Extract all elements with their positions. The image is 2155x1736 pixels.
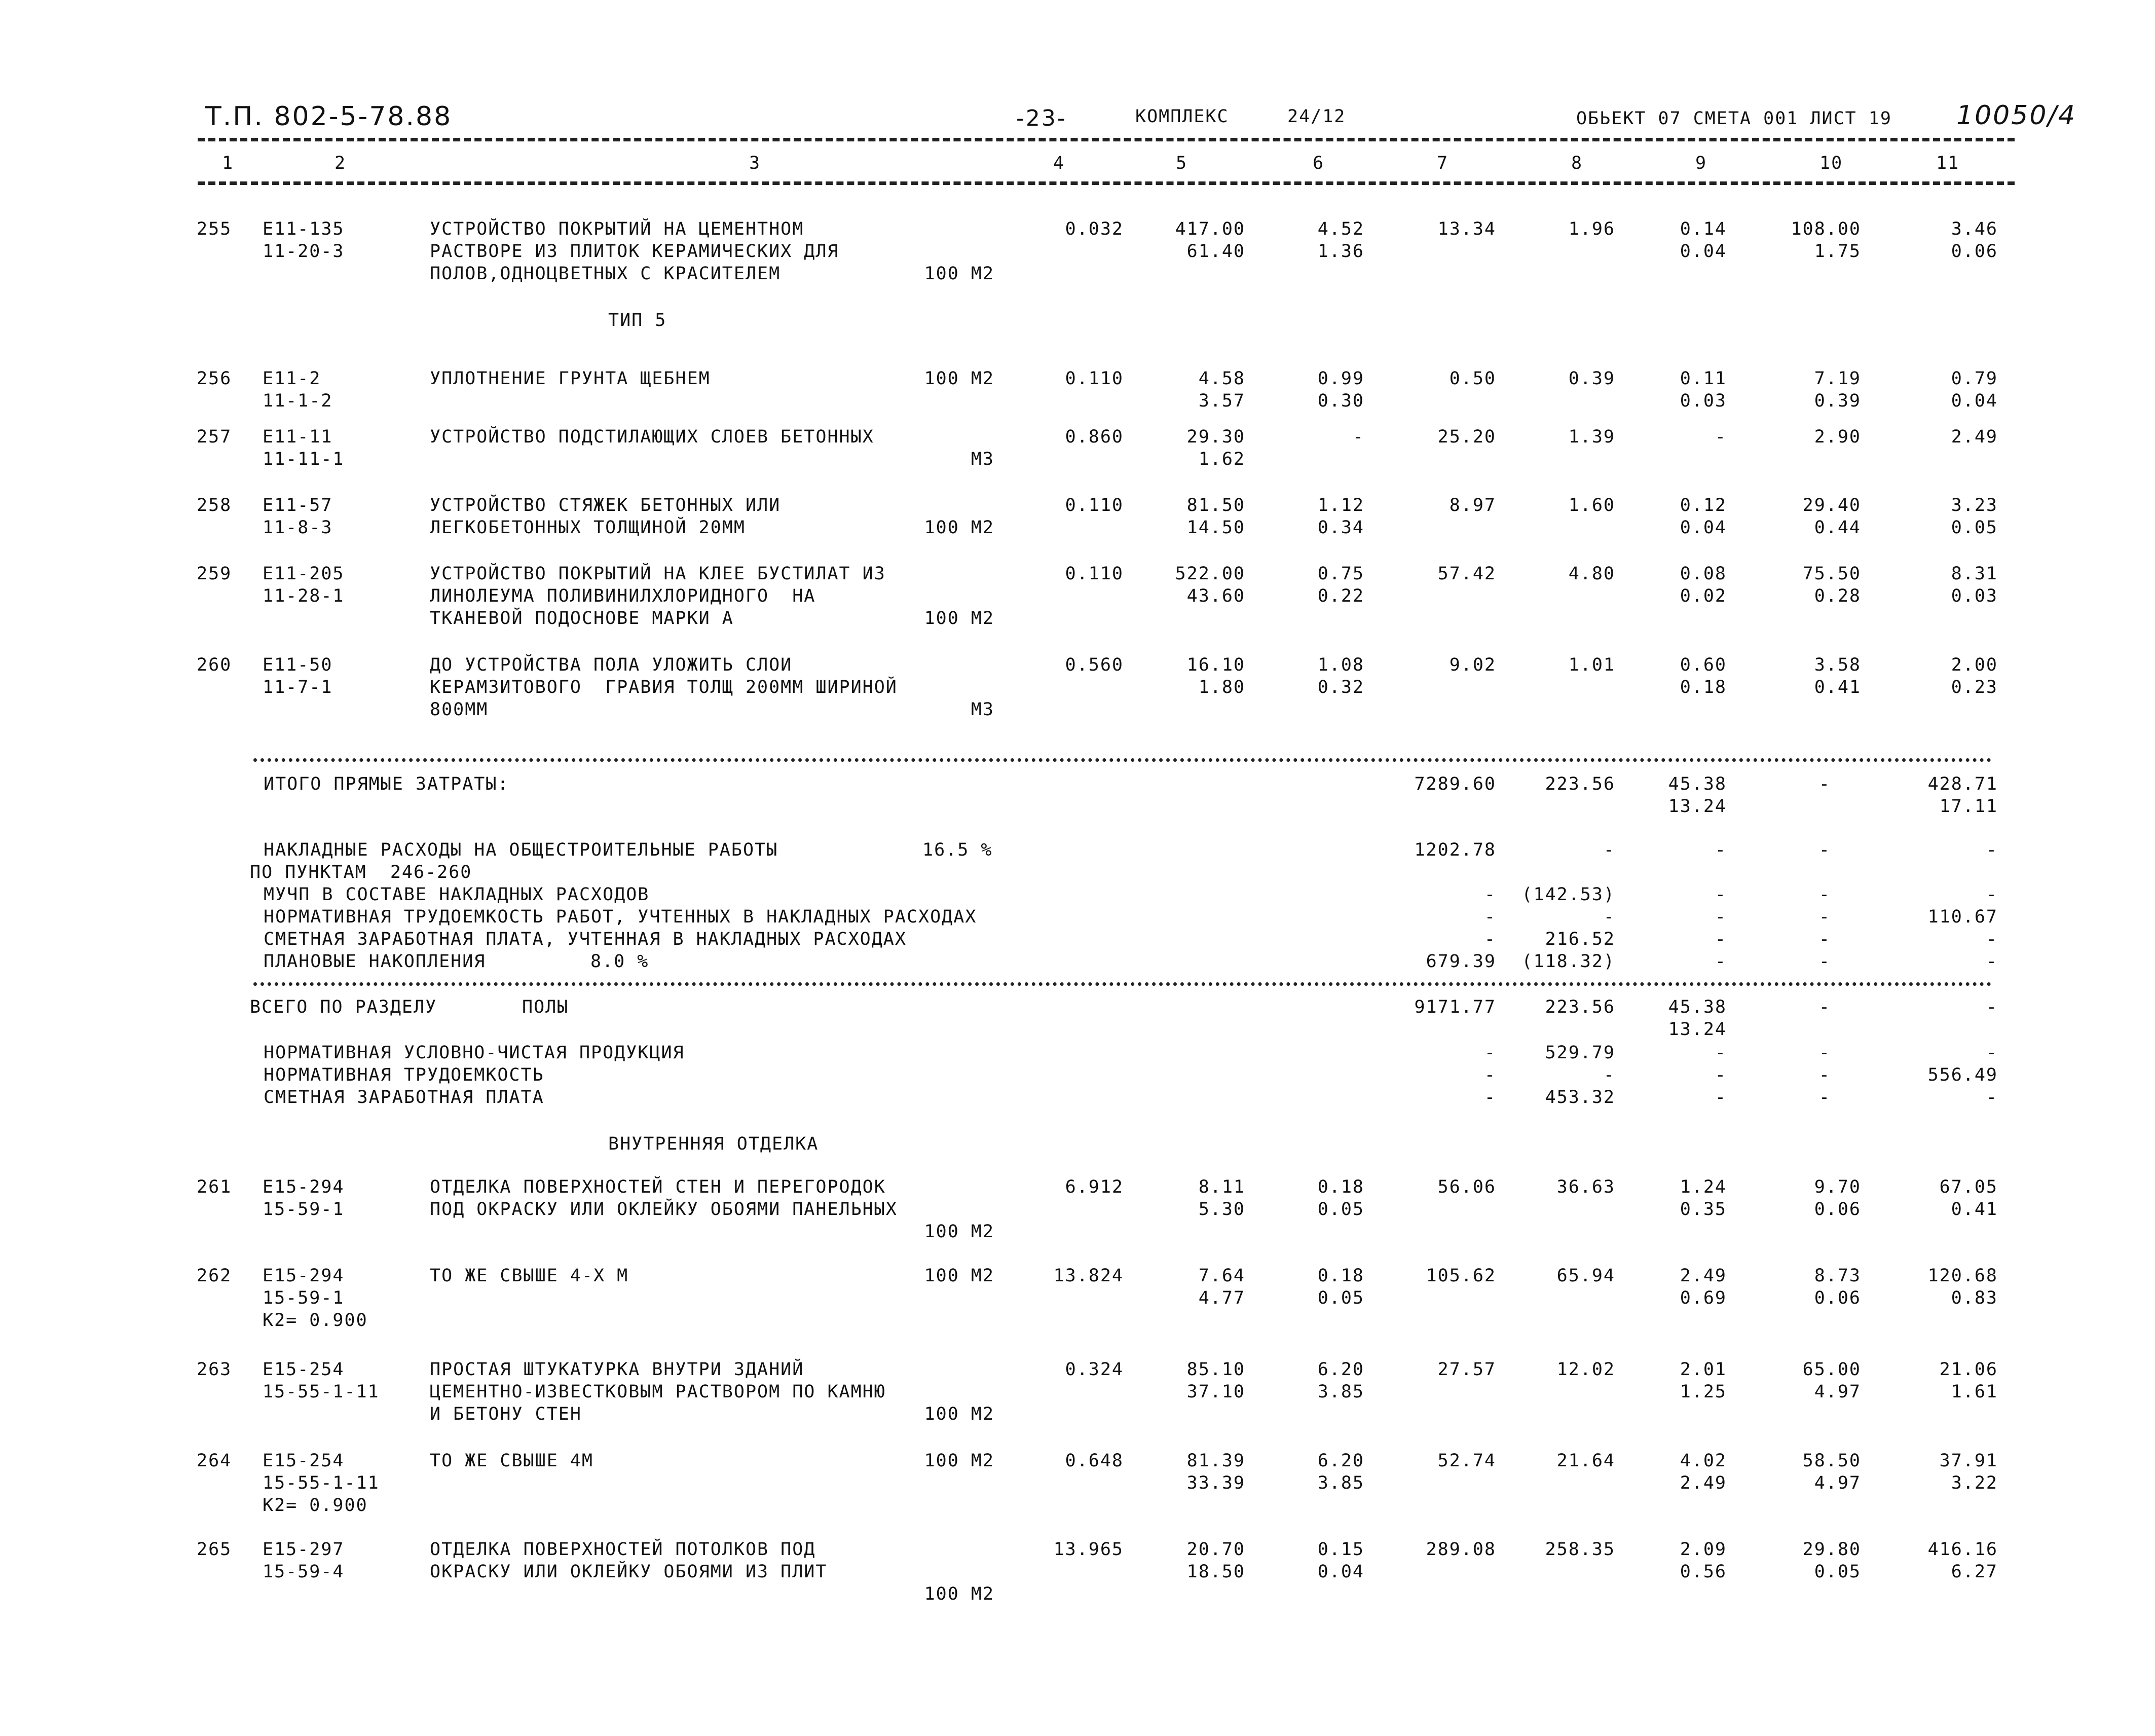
row-labor-unit-machine: 0.06 (1814, 1288, 1861, 1308)
row-number: 264 (197, 1451, 232, 1471)
row-wage-total: 0.39 (1568, 368, 1615, 389)
mchp-c10: - (1818, 884, 1831, 905)
row-unit: 100 М2 (924, 368, 994, 389)
overhead-c8: - (1603, 840, 1615, 860)
szp-c8: 453.32 (1545, 1087, 1615, 1107)
labor_norm-c10: - (1818, 907, 1831, 927)
row-machine-cost: 1.12 (1317, 495, 1364, 515)
section-c8: 223.56 (1545, 997, 1615, 1017)
nucp-c9: - (1715, 1043, 1727, 1063)
overhead-c7: 1202.78 (1414, 840, 1496, 860)
row-code: Е11-57 (263, 495, 333, 515)
row-unit-price-wage: 37.10 (1186, 1382, 1245, 1402)
row-coefficient: К2= 0.900 (263, 1310, 368, 1331)
szp-label: СМЕТНАЯ ЗАРАБОТНАЯ ПЛАТА (264, 1087, 544, 1107)
row-labor: 2.49 (1680, 1266, 1727, 1286)
row-coefficient: К2= 0.900 (263, 1495, 368, 1516)
row-labor-total: 67.05 (1939, 1177, 1998, 1197)
plan-pct: 8.0 % (590, 951, 649, 972)
plan-c10: - (1818, 951, 1831, 972)
totals-rule-2 (253, 982, 1992, 986)
section-total-name: ПОЛЫ (522, 997, 569, 1017)
row-unit-price: 4.58 (1198, 368, 1245, 389)
row-unit-price-wage: 5.30 (1198, 1199, 1245, 1220)
row-subcode: 15-59-1 (263, 1288, 345, 1308)
col-header-7: 7 (1437, 153, 1449, 173)
totals-rule-1 (253, 758, 1992, 762)
row-quantity: 0.110 (1065, 495, 1124, 515)
nucp-c11: - (1986, 1043, 1998, 1063)
labor-norm-label: НОРМАТИВНАЯ ТРУДОЕМКОСТЬ РАБОТ, УЧТЕННЫХ В НАКЛАДНЫХ РАСХОДАХ (264, 907, 977, 927)
row-labor-machine: 0.56 (1680, 1562, 1727, 1582)
row-labor-machine: 0.18 (1680, 677, 1727, 697)
row-total-cost: 27.57 (1437, 1359, 1496, 1380)
row-description-line: И БЕТОНУ СТЕН (430, 1404, 582, 1424)
row-labor-machine: 0.04 (1680, 241, 1727, 262)
row-total-cost: 0.50 (1449, 368, 1496, 389)
row-labor-machine: 0.03 (1680, 391, 1727, 411)
row-number: 257 (197, 427, 232, 447)
row-total-cost: 52.74 (1437, 1451, 1496, 1471)
mchp-label: МУЧП В СОСТАВЕ НАКЛАДНЫХ РАСХОДОВ (264, 884, 650, 905)
row-labor-unit: 7.19 (1814, 368, 1861, 389)
row-total-cost: 9.02 (1449, 655, 1496, 675)
row-labor: 0.11 (1680, 368, 1727, 389)
row-subcode: 11-28-1 (263, 586, 345, 606)
row-labor-total-machine: 0.04 (1951, 391, 1998, 411)
row-unit: М3 (971, 449, 994, 469)
labor_norm-c11: 110.67 (1927, 907, 1998, 927)
row-labor: 0.08 (1680, 564, 1727, 584)
col-header-6: 6 (1313, 153, 1325, 173)
row-labor-unit-machine: 0.05 (1814, 1562, 1861, 1582)
col-header-11: 11 (1936, 153, 1960, 173)
col-header-10: 10 (1819, 153, 1843, 173)
row-description-line: ДО УСТРОЙСТВА ПОЛА УЛОЖИТЬ СЛОИ (430, 655, 793, 675)
row-description-line: ТО ЖЕ СВЫШЕ 4М (430, 1451, 594, 1471)
row-number: 255 (197, 219, 232, 239)
row-number: 263 (197, 1359, 232, 1380)
nt-c7: - (1484, 1065, 1496, 1085)
row-labor-machine: 0.69 (1680, 1288, 1727, 1308)
row-description-line: ТКАНЕВОЙ ПОДОСНОВЕ МАРКИ А (430, 608, 734, 629)
row-code: Е15-254 (263, 1359, 345, 1380)
row-description-line: 800ММ (430, 699, 489, 720)
row-labor: 4.02 (1680, 1451, 1727, 1471)
row-machine-cost: 1.08 (1317, 655, 1364, 675)
doc-reference: Т.П. 802-5-78.88 (205, 101, 453, 132)
row-quantity: 0.110 (1065, 368, 1124, 389)
row-unit: 100 М2 (924, 1222, 994, 1242)
row-labor-total: 3.46 (1951, 219, 1998, 239)
row-machine-cost: 0.99 (1317, 368, 1364, 389)
row-labor-unit-machine: 4.97 (1814, 1382, 1861, 1402)
row-labor: 2.09 (1680, 1539, 1727, 1560)
row-labor-unit-machine: 0.39 (1814, 391, 1861, 411)
row-total-cost: 25.20 (1437, 427, 1496, 447)
row-labor: 1.24 (1680, 1177, 1727, 1197)
row-labor-unit: 9.70 (1814, 1177, 1861, 1197)
row-unit-price: 81.39 (1186, 1451, 1245, 1471)
row-machine-wage: 0.05 (1317, 1199, 1364, 1220)
row-unit-price: 522.00 (1175, 564, 1245, 584)
row-quantity: 0.560 (1065, 655, 1124, 675)
mchp-c8: (142.53) (1521, 884, 1615, 905)
row-machine-wage: 0.22 (1317, 586, 1364, 606)
row-total-cost: 56.06 (1437, 1177, 1496, 1197)
mchp-c9: - (1715, 884, 1727, 905)
row-wage-total: 21.64 (1556, 1451, 1615, 1471)
row-machine-wage: 3.85 (1317, 1473, 1364, 1493)
row-machine-wage: 0.04 (1317, 1562, 1364, 1582)
row-description-line: УСТРОЙСТВО СТЯЖЕК БЕТОННЫХ ИЛИ (430, 495, 781, 515)
row-wage-total: 1.60 (1568, 495, 1615, 515)
row-machine-cost: 0.75 (1317, 564, 1364, 584)
row-subcode: 15-59-4 (263, 1562, 345, 1582)
wage-c10: - (1818, 929, 1831, 949)
row-quantity: 13.824 (1053, 1266, 1124, 1286)
col-header-2: 2 (335, 153, 347, 173)
row-code: Е11-11 (263, 427, 333, 447)
row-subcode: 11-7-1 (263, 677, 333, 697)
row-unit-price: 8.11 (1198, 1177, 1245, 1197)
row-machine-wage: 0.05 (1317, 1288, 1364, 1308)
row-description-line: РАСТВОРЕ ИЗ ПЛИТОК КЕРАМИЧЕСКИХ ДЛЯ (430, 241, 839, 262)
row-total-cost: 105.62 (1426, 1266, 1496, 1286)
direct-c11a: 428.71 (1927, 774, 1998, 794)
row-wage-total: 65.94 (1556, 1266, 1615, 1286)
row-labor-machine: 1.25 (1680, 1382, 1727, 1402)
row-labor-machine: 0.02 (1680, 586, 1727, 606)
row-labor-total: 3.23 (1951, 495, 1998, 515)
row-machine-wage: 1.36 (1317, 241, 1364, 262)
handwritten-code: 10050/4 (1956, 100, 2077, 131)
row-unit: 100 М2 (924, 1404, 994, 1424)
mchp-c7: - (1484, 884, 1496, 905)
plan-c9: - (1715, 951, 1727, 972)
row-description-line: УПЛОТНЕНИЕ ГРУНТА ЩЕБНЕМ (430, 368, 711, 389)
row-code: Е15-294 (263, 1266, 345, 1286)
row-labor-total-machine: 0.23 (1951, 677, 1998, 697)
section-c9: 45.38 (1668, 997, 1727, 1017)
row-code: Е11-135 (263, 219, 345, 239)
row-labor-unit: 29.80 (1802, 1539, 1861, 1560)
direct-c7: 7289.60 (1414, 774, 1496, 794)
plan-c11: - (1986, 951, 1998, 972)
col-header-9: 9 (1695, 153, 1707, 173)
row-labor-unit-machine: 1.75 (1814, 241, 1861, 262)
row-number: 259 (197, 564, 232, 584)
row-number: 258 (197, 495, 232, 515)
nt-c8: - (1603, 1065, 1615, 1085)
row-unit-price-wage: 1.80 (1198, 677, 1245, 697)
row-quantity: 0.324 (1065, 1359, 1124, 1380)
col-header-4: 4 (1053, 153, 1065, 173)
row-unit-price-wage: 4.77 (1198, 1288, 1245, 1308)
direct-c8: 223.56 (1545, 774, 1615, 794)
row-unit-price-wage: 3.57 (1198, 391, 1245, 411)
overhead-items: ПО ПУНКТАМ 246-260 (250, 862, 472, 882)
row-machine-cost: - (1352, 427, 1364, 447)
section-c7: 9171.77 (1414, 997, 1496, 1017)
row-number: 256 (197, 368, 232, 389)
row-subcode: 15-59-1 (263, 1199, 345, 1220)
row-labor: 0.60 (1680, 655, 1727, 675)
row-quantity: 0.648 (1065, 1451, 1124, 1471)
row-labor-total-machine: 0.41 (1951, 1199, 1998, 1220)
col-header-8: 8 (1571, 153, 1583, 173)
row-unit-price: 16.10 (1186, 655, 1245, 675)
row-unit-price-wage: 14.50 (1186, 518, 1245, 538)
complex-value: 24/12 (1287, 106, 1346, 127)
row-machine-cost: 0.18 (1317, 1266, 1364, 1286)
section-internal-finish: ВНУТРЕННЯЯ ОТДЕЛКА (608, 1134, 819, 1154)
section-c9b: 13.24 (1668, 1019, 1727, 1040)
row-number: 261 (197, 1177, 232, 1197)
row-wage-total: 258.35 (1545, 1539, 1615, 1560)
row-unit-price-wage: 1.62 (1198, 449, 1245, 469)
row-labor-unit: 8.73 (1814, 1266, 1861, 1286)
nucp-c10: - (1818, 1043, 1831, 1063)
overhead-c10: - (1818, 840, 1831, 860)
section-type5: ТИП 5 (608, 310, 667, 330)
row-labor-unit: 108.00 (1791, 219, 1861, 239)
section-total-label: ВСЕГО ПО РАЗДЕЛУ (250, 997, 437, 1017)
row-labor: 2.01 (1680, 1359, 1727, 1380)
row-labor-unit-machine: 4.97 (1814, 1473, 1861, 1493)
direct-c11b: 17.11 (1939, 796, 1998, 817)
row-code: Е15-294 (263, 1177, 345, 1197)
plan-label: ПЛАНОВЫЕ НАКОПЛЕНИЯ (264, 951, 486, 972)
overhead-pct: 16.5 % (922, 840, 993, 860)
row-unit-price: 81.50 (1186, 495, 1245, 515)
row-code: Е11-205 (263, 564, 345, 584)
row-labor-unit-machine: 0.06 (1814, 1199, 1861, 1220)
row-description-line: КЕРАМЗИТОВОГО ГРАВИЯ ТОЛЩ 200ММ ШИРИНОЙ (430, 677, 898, 697)
row-subcode: 11-11-1 (263, 449, 345, 469)
row-labor-machine: 0.35 (1680, 1199, 1727, 1220)
header-rule-bottom (198, 181, 2015, 185)
row-description-line: ОКРАСКУ ИЛИ ОКЛЕЙКУ ОБОЯМИ ИЗ ПЛИТ (430, 1562, 828, 1582)
row-total-cost: 8.97 (1449, 495, 1496, 515)
row-total-cost: 57.42 (1437, 564, 1496, 584)
row-labor-machine: 0.04 (1680, 518, 1727, 538)
row-labor-total-machine: 1.61 (1951, 1382, 1998, 1402)
row-unit-price: 29.30 (1186, 427, 1245, 447)
object-sheet-info: ОБЬЕКТ 07 СМЕТА 001 ЛИСТ 19 (1576, 108, 1892, 129)
direct-c9a: 45.38 (1668, 774, 1727, 794)
row-code: Е11-2 (263, 368, 321, 389)
row-labor: 0.12 (1680, 495, 1727, 515)
szp-c7: - (1484, 1087, 1496, 1107)
row-labor-total: 0.79 (1951, 368, 1998, 389)
row-total-cost: 13.34 (1437, 219, 1496, 239)
row-wage-total: 1.01 (1568, 655, 1615, 675)
row-description-line: ПОЛОВ,ОДНОЦВЕТНЫХ С КРАСИТЕЛЕМ (430, 264, 781, 284)
row-machine-cost: 6.20 (1317, 1359, 1364, 1380)
row-labor-total: 416.16 (1927, 1539, 1998, 1560)
row-machine-cost: 0.18 (1317, 1177, 1364, 1197)
row-unit: 100 М2 (924, 518, 994, 538)
row-quantity: 6.912 (1065, 1177, 1124, 1197)
row-labor-unit: 75.50 (1802, 564, 1861, 584)
row-labor-total-machine: 0.05 (1951, 518, 1998, 538)
row-subcode: 11-8-3 (263, 518, 333, 538)
row-labor-unit-machine: 0.41 (1814, 677, 1861, 697)
labor_norm-c9: - (1715, 907, 1727, 927)
row-subcode: 11-1-2 (263, 391, 333, 411)
nucp-c8: 529.79 (1545, 1043, 1615, 1063)
mchp-c11: - (1986, 884, 1998, 905)
row-unit-price: 85.10 (1186, 1359, 1245, 1380)
row-labor-unit: 65.00 (1802, 1359, 1861, 1380)
complex-label: КОМПЛЕКС (1135, 106, 1229, 127)
wage-label: СМЕТНАЯ ЗАРАБОТНАЯ ПЛАТА, УЧТЕННАЯ В НАКЛАДНЫХ РАСХОДАХ (264, 929, 907, 949)
row-code: Е15-254 (263, 1451, 345, 1471)
wage-c7: - (1484, 929, 1496, 949)
row-unit: 100 М2 (924, 264, 994, 284)
row-labor-unit: 29.40 (1802, 495, 1861, 515)
row-quantity: 13.965 (1053, 1539, 1124, 1560)
row-machine-wage: 3.85 (1317, 1382, 1364, 1402)
row-subcode: 11-20-3 (263, 241, 345, 262)
nt-c9: - (1715, 1065, 1727, 1085)
row-number: 262 (197, 1266, 232, 1286)
direct-c10: - (1818, 774, 1831, 794)
row-labor-unit: 2.90 (1814, 427, 1861, 447)
row-description-line: УСТРОЙСТВО ПОДСТИЛАЮЩИХ СЛОЕВ БЕТОННЫХ (430, 427, 874, 447)
row-unit-price: 20.70 (1186, 1539, 1245, 1560)
nt-label: НОРМАТИВНАЯ ТРУДОЕМКОСТЬ (264, 1065, 544, 1085)
col-header-1: 1 (222, 153, 234, 173)
row-labor-total: 2.49 (1951, 427, 1998, 447)
labor_norm-c7: - (1484, 907, 1496, 927)
row-unit: М3 (971, 699, 994, 720)
overhead-c11: - (1986, 840, 1998, 860)
nt-c10: - (1818, 1065, 1831, 1085)
row-subcode: 15-55-1-11 (263, 1382, 380, 1402)
row-labor-total: 21.06 (1939, 1359, 1998, 1380)
row-machine-cost: 6.20 (1317, 1451, 1364, 1471)
plan-c8: (118.32) (1521, 951, 1615, 972)
direct-c9b: 13.24 (1668, 796, 1727, 817)
row-unit-price: 417.00 (1175, 219, 1245, 239)
row-machine-cost: 4.52 (1317, 219, 1364, 239)
row-description-line: ПОД ОКРАСКУ ИЛИ ОКЛЕЙКУ ОБОЯМИ ПАНЕЛЬНЫХ (430, 1199, 898, 1220)
row-labor-total-machine: 0.03 (1951, 586, 1998, 606)
row-subcode: 15-55-1-11 (263, 1473, 380, 1493)
row-wage-total: 1.39 (1568, 427, 1615, 447)
row-labor-total: 120.68 (1927, 1266, 1998, 1286)
row-unit: 100 М2 (924, 1584, 994, 1604)
row-unit: 100 М2 (924, 1266, 994, 1286)
row-labor-total-machine: 0.06 (1951, 241, 1998, 262)
szp-c11: - (1986, 1087, 1998, 1107)
nucp-c7: - (1484, 1043, 1496, 1063)
row-number: 260 (197, 655, 232, 675)
row-labor-unit-machine: 0.28 (1814, 586, 1861, 606)
row-labor-machine: 2.49 (1680, 1473, 1727, 1493)
row-labor-total-machine: 3.22 (1951, 1473, 1998, 1493)
row-description-line: ЛИНОЛЕУМА ПОЛИВИНИЛХЛОРИДНОГО НА (430, 586, 816, 606)
row-quantity: 0.032 (1065, 219, 1124, 239)
labor_norm-c8: - (1603, 907, 1615, 927)
row-unit: 100 М2 (924, 608, 994, 629)
row-unit-price-wage: 61.40 (1186, 241, 1245, 262)
row-description-line: ОТДЕЛКА ПОВЕРХНОСТЕЙ ПОТОЛКОВ ПОД (430, 1539, 816, 1560)
row-unit: 100 М2 (924, 1451, 994, 1471)
row-description-line: ЛЕГКОБЕТОННЫХ ТОЛЩИНОЙ 20ММ (430, 518, 746, 538)
row-unit-price-wage: 33.39 (1186, 1473, 1245, 1493)
page-number: -23- (1016, 105, 1067, 131)
row-description-line: ОТДЕЛКА ПОВЕРХНОСТЕЙ СТЕН И ПЕРЕГОРОДОК (430, 1177, 886, 1197)
section-c11: - (1986, 997, 1998, 1017)
nucp-label: НОРМАТИВНАЯ УСЛОВНО-ЧИСТАЯ ПРОДУКЦИЯ (264, 1043, 685, 1063)
row-machine-wage: 0.32 (1317, 677, 1364, 697)
direct-costs-label: ИТОГО ПРЯМЫЕ ЗАТРАТЫ: (264, 774, 509, 794)
wage-c11: - (1986, 929, 1998, 949)
szp-c9: - (1715, 1087, 1727, 1107)
row-machine-cost: 0.15 (1317, 1539, 1364, 1560)
row-number: 265 (197, 1539, 232, 1560)
row-description-line: УСТРОЙСТВО ПОКРЫТИЙ НА ЦЕМЕНТНОМ (430, 219, 804, 239)
row-labor-unit: 3.58 (1814, 655, 1861, 675)
row-labor-unit: 58.50 (1802, 1451, 1861, 1471)
row-unit-price: 7.64 (1198, 1266, 1245, 1286)
row-labor: - (1715, 427, 1727, 447)
row-quantity: 0.860 (1065, 427, 1124, 447)
row-labor-total: 2.00 (1951, 655, 1998, 675)
row-code: Е15-297 (263, 1539, 345, 1560)
row-code: Е11-50 (263, 655, 333, 675)
row-unit-price-wage: 18.50 (1186, 1562, 1245, 1582)
row-description-line: ТО ЖЕ СВЫШЕ 4-Х М (430, 1266, 629, 1286)
row-labor-unit-machine: 0.44 (1814, 518, 1861, 538)
plan-c7: 679.39 (1426, 951, 1496, 972)
row-wage-total: 36.63 (1556, 1177, 1615, 1197)
overhead-c9: - (1715, 840, 1727, 860)
row-labor-total: 37.91 (1939, 1451, 1998, 1471)
row-labor-total-machine: 0.83 (1951, 1288, 1998, 1308)
row-machine-wage: 0.34 (1317, 518, 1364, 538)
row-labor-total: 8.31 (1951, 564, 1998, 584)
col-header-5: 5 (1176, 153, 1188, 173)
wage-c8: 216.52 (1545, 929, 1615, 949)
row-description-line: ПРОСТАЯ ШТУКАТУРКА ВНУТРИ ЗДАНИЙ (430, 1359, 804, 1380)
szp-c10: - (1818, 1087, 1831, 1107)
row-wage-total: 1.96 (1568, 219, 1615, 239)
row-quantity: 0.110 (1065, 564, 1124, 584)
wage-c9: - (1715, 929, 1727, 949)
overhead-label: НАКЛАДНЫЕ РАСХОДЫ НА ОБЩЕСТРОИТЕЛЬНЫЕ РАБОТЫ (264, 840, 778, 860)
row-description-line: УСТРОЙСТВО ПОКРЫТИЙ НА КЛЕЕ БУСТИЛАТ ИЗ (430, 564, 886, 584)
row-machine-wage: 0.30 (1317, 391, 1364, 411)
row-total-cost: 289.08 (1426, 1539, 1496, 1560)
nt-c11: 556.49 (1927, 1065, 1998, 1085)
row-description-line: ЦЕМЕНТНО-ИЗВЕСТКОВЫМ РАСТВОРОМ ПО КАМНЮ (430, 1382, 886, 1402)
row-unit-price-wage: 43.60 (1186, 586, 1245, 606)
col-header-3: 3 (749, 153, 761, 173)
row-labor-total-machine: 6.27 (1951, 1562, 1998, 1582)
header-rule-top (198, 138, 2015, 141)
row-labor: 0.14 (1680, 219, 1727, 239)
row-wage-total: 12.02 (1556, 1359, 1615, 1380)
row-wage-total: 4.80 (1568, 564, 1615, 584)
section-c10: - (1818, 997, 1831, 1017)
